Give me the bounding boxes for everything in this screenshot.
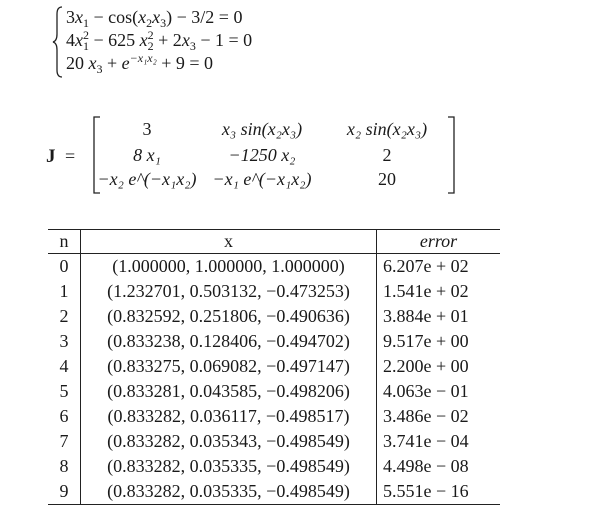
- iteration-cell: 4: [48, 354, 81, 379]
- x-vector-cell: (0.833282, 0.036117, −0.498517): [81, 404, 377, 429]
- matrix-cell: −x₂ e^(−x₁x₂): [97, 169, 197, 189]
- error-cell: 3.486e − 02: [383, 406, 469, 426]
- matrix-cell: −x₁ e^(−x₁x₂): [212, 169, 312, 189]
- x-vector-cell: (1.000000, 1.000000, 1.000000): [81, 254, 377, 280]
- error-cell: 1.541e + 02: [383, 281, 469, 301]
- equation-1: $3x_1 - \cos(x_2x_3) - 3/2 = 0$: [66, 7, 243, 30]
- matrix-cell: 8 x₁: [133, 145, 161, 165]
- table-row: [48, 354, 500, 379]
- x-vector-cell: (0.833282, 0.035343, −0.498549): [81, 429, 377, 454]
- x-vector-cell: (0.833281, 0.043585, −0.498206): [81, 379, 377, 404]
- matrix-cell: x₂ sin(x₂x₃): [346, 119, 428, 139]
- iteration-cell: 8: [48, 454, 81, 479]
- error-cell: 4.063e − 01: [383, 381, 469, 401]
- table-header-row: [48, 230, 500, 254]
- equation-system: [52, 6, 352, 78]
- table-row: [48, 429, 500, 454]
- header-error: error: [377, 230, 501, 254]
- x-vector-cell: (0.833282, 0.035335, −0.498549): [81, 479, 377, 505]
- matrix-cell: 2: [382, 145, 392, 165]
- table-row: [48, 454, 500, 479]
- header-n: n: [48, 230, 81, 254]
- matrix-cell: 3: [142, 119, 152, 139]
- matrix-cell: x₃ sin(x₂x₃): [221, 119, 303, 139]
- table-row: [48, 479, 500, 505]
- error-cell: 3.884e + 01: [383, 306, 469, 326]
- jacobian-label: J: [46, 146, 56, 167]
- matrix-cell: −1250 x₂: [228, 145, 296, 165]
- x-vector-cell: (0.833275, 0.069082, −0.497147): [81, 354, 377, 379]
- error-cell: 4.498e − 08: [383, 456, 469, 476]
- right-bracket: [446, 116, 456, 194]
- x-vector-cell: (0.832592, 0.251806, −0.490636): [81, 304, 377, 329]
- iteration-cell: 5: [48, 379, 81, 404]
- iteration-cell: 0: [48, 254, 81, 280]
- equation-3: 20 $x_3 + e^{-x_1x_2} + 9 = 0$: [66, 51, 214, 76]
- iteration-cell: 3: [48, 329, 81, 354]
- matrix-cell: 20: [378, 169, 396, 189]
- x-vector-cell: (0.833282, 0.035335, −0.498549): [81, 454, 377, 479]
- table-row: [48, 404, 500, 429]
- table-row: [48, 279, 500, 304]
- error-cell: 5.551e − 16: [377, 479, 501, 505]
- table-row: [48, 304, 500, 329]
- table-row: [48, 379, 500, 404]
- iteration-cell: 6: [48, 404, 81, 429]
- equals-sign: =: [65, 146, 76, 166]
- iteration-cell: 2: [48, 304, 81, 329]
- left-brace: [52, 6, 64, 78]
- iteration-cell: 1: [48, 279, 81, 304]
- header-x: x: [81, 230, 377, 254]
- error-cell: 3.741e − 04: [383, 431, 469, 451]
- error-cell: 2.200e + 00: [383, 356, 469, 376]
- iteration-cell: 9: [48, 479, 81, 505]
- equation-2: $4x^2_1 - 625$ $x^2_2 + 2x_3 - 1 = 0$: [66, 28, 253, 53]
- table-row: [48, 329, 500, 354]
- iteration-cell: 7: [48, 429, 81, 454]
- x-vector-cell: (1.232701, 0.503132, −0.473253): [81, 279, 377, 304]
- table-row: [48, 254, 500, 280]
- iteration-table: [48, 229, 500, 505]
- x-vector-cell: (0.833238, 0.128406, −0.494702): [81, 329, 377, 354]
- error-cell: 9.517e + 00: [383, 331, 469, 351]
- jacobian-matrix: [46, 116, 466, 194]
- error-cell: 6.207e + 02: [383, 256, 469, 276]
